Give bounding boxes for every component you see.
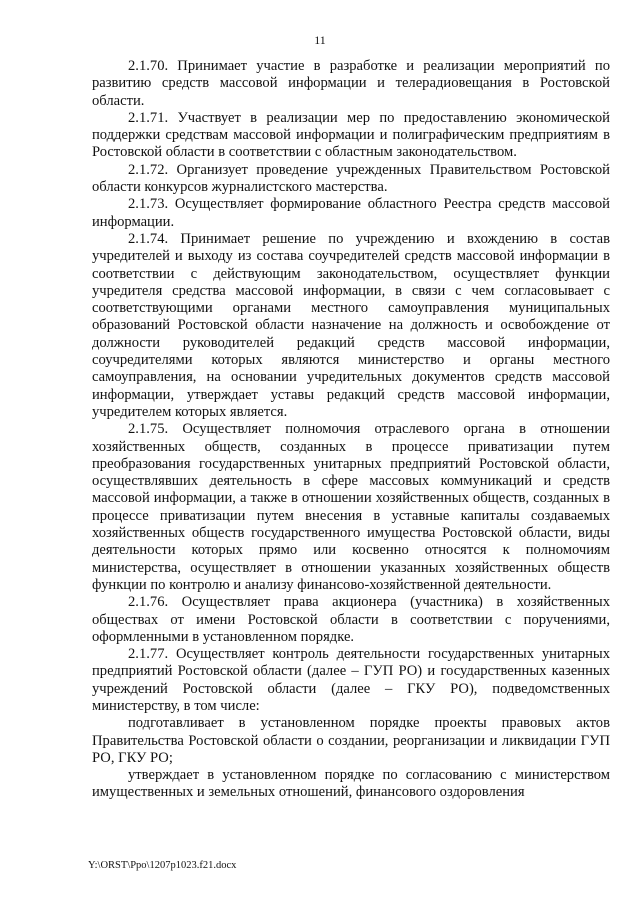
- paragraph-2-1-77: 2.1.77. Осуществляет контроль деятельности государственных унитарных предприятий Ростовской области (далее – ГУП РО) и государственных казенных учреждений Ростовской области (далее – ГКУ РО), подведомственных министерству, в том числе:: [92, 646, 610, 714]
- document-body: [92, 58, 610, 802]
- paragraph-2-1-76: 2.1.76. Осуществляет права акционера (участника) в хозяйственных обществах от имени Ростовской области в соответствии с поручениями, оформленными в установленном порядке.: [92, 594, 610, 645]
- paragraph-2-1-70: 2.1.70. Принимает участие в разработке и реализации мероприятий по развитию средств массовой информации и телерадиовещания в Ростовской области.: [92, 58, 610, 109]
- paragraph-2-1-71: 2.1.71. Участвует в реализации мер по предоставлению экономической поддержки средствам массовой информации и полиграфическим предприятиям в Ростовской области в соответствии с областным законодательством.: [92, 109, 610, 161]
- file-path-footer: Y:\ORST\Ppo\1207p1023.f21.docx: [88, 860, 237, 871]
- paragraph-2-1-73: 2.1.73. Осуществляет формирование областного Реестра средств массовой информации.: [92, 196, 610, 230]
- paragraph-2-1-75: 2.1.75. Осуществляет полномочия отраслевого органа в отношении хозяйственных обществ, созданных в процессе приватизации путем преобразования государственных унитарных предприятий Ростовской области, осуществлявших деятельность в сфере массовых коммуникаций и средств массовой информации, а также в отношении хозяйственных обществ, созданных в процессе приватизации путем внесения в уставные капиталы создаваемых хозяйственных обществ государственного имущества Ростовской области, виды деятельности которых прямо или косвенно относятся к полномочиям министерства, осуществляет в отношении указанных хозяйственных обществ функции по контролю и анализу финансово-хозяйственной деятельности.: [92, 421, 610, 593]
- paragraph-subitem-approves: утверждает в установленном порядке по согласованию с министерством имущественных и земельных отношений, финансового оздоровления: [92, 767, 610, 801]
- paragraph-subitem-prepares: подготавливает в установленном порядке проекты правовых актов Правительства Ростовской области о создании, реорганизации и ликвидации ГУП РО, ГКУ РО;: [92, 715, 610, 766]
- page-number: 11: [314, 33, 326, 47]
- paragraph-2-1-72: 2.1.72. Организует проведение учрежденных Правительством Ростовской области конкурсов журналистского мастерства.: [92, 161, 610, 196]
- paragraph-2-1-74: 2.1.74. Принимает решение по учреждению и вхождению в состав учредителей и выходу из состава соучредителей средств массовой информации в соответствии с действующим законодательством, осуществляет функции учредителя средства массовой информации, в связи с чем согласовывает с соответствующими органами местного самоуправления муниципальных образований Ростовской области назначение на должность и освобождение от должности руководителей редакций средств массовой информации, соучредителями которых являются министерство и органы местного самоуправления, на основании учредительных документов средств массовой информации, утверждает уставы редакций средств массовой информации, учредителем которых является.: [92, 230, 610, 420]
